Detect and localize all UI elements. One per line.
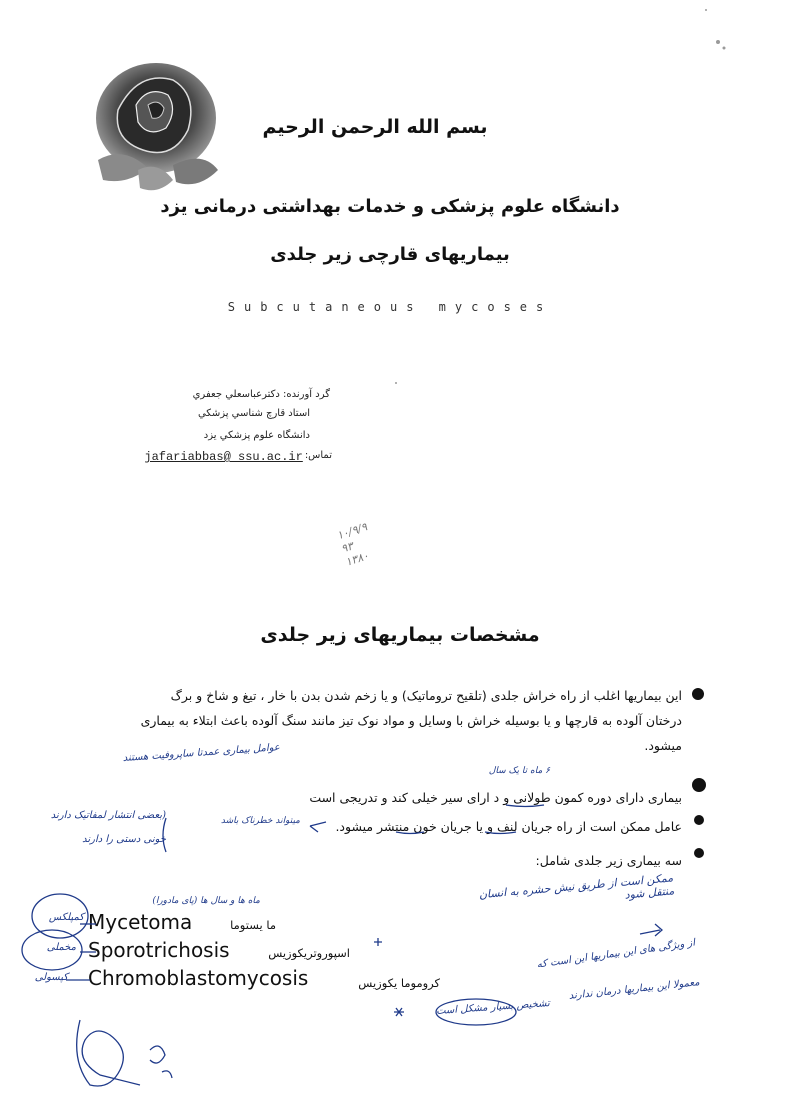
signature-initials (150, 1046, 172, 1078)
underline-long-incubation (506, 805, 544, 807)
latin-title: Subcutaneous mycoses (227, 300, 553, 314)
handwritten-note-no-treatment: معمولا این بیماریها درمان ندارند (568, 977, 701, 1002)
brace-bullet-3 (163, 818, 166, 852)
signature-scribble (77, 1020, 140, 1086)
bullet-4-text: سه بیماری زیر جلدی شامل: (535, 853, 682, 868)
disease-persian-mycetoma: ما يستوما (230, 918, 276, 932)
disease-latin-mycetoma: Mycetoma (88, 910, 193, 934)
handwritten-note-features: از ویژگی های این بیماریها این است که (536, 937, 696, 971)
bullet-2-text: بیماری دارای دوره کمون طولانی و د ارای سیر خیلی کند و تدریجی است (309, 790, 682, 805)
author-compiler: گرد آورنده: دكترعباسعلي جعفري (192, 389, 330, 400)
arrow-bullet-3 (310, 822, 326, 832)
university-name: دانشگاه علوم پزشکی و خدمات بهداشتی درمانی یزد (160, 196, 620, 217)
document-title: بیماریهای قارچی زیر جلدی (270, 244, 510, 265)
pencil-line-1: ۱۰/۹/۹ (335, 520, 369, 543)
handwritten-note-insect: ممکن است از طریق نیش حشره به انسان منتقل شود (478, 871, 675, 902)
speck-mark (716, 40, 720, 44)
handwritten-side-note-2: مخملی (46, 942, 76, 953)
handwritten-note-madura: ماه ها و سال ها (پای مادورا) (152, 896, 260, 906)
section-title: مشخصات بیماریهای زیر جلدی (260, 624, 540, 646)
speck-mark (723, 47, 726, 50)
speck-mark (705, 9, 707, 11)
pencil-line-3: ۱۳۸۰ (343, 549, 371, 569)
bullet-1-line-3: میشود. (644, 738, 682, 753)
bullet-3-text: عامل ممکن است از راه جریان لنف و یا جریان خون منتشر میشود. (335, 819, 682, 834)
handwritten-note-diagnosis: تشخیص بسیار مشکل است (435, 998, 551, 1018)
handwritten-note-lymph-2: خونی دستی را دارند (82, 834, 166, 845)
author-affiliation: دانشگاه علوم پزشكي يزد (203, 430, 310, 441)
handwritten-side-note-3: کپسولی (34, 972, 68, 983)
disease-persian-sporotrichosis: اسپوروتريكوزيس (268, 946, 350, 960)
underline-lymph (485, 832, 516, 834)
disease-persian-chromoblastomycosis: كروموما يكوزيس (358, 976, 440, 990)
star-mark (394, 1008, 404, 1016)
circle-side-2 (22, 930, 82, 970)
circle-diagnosis (436, 999, 516, 1025)
disease-latin-sporotrichosis: Sporotrichosis (88, 938, 230, 962)
speck-mark (395, 382, 397, 384)
email-link[interactable]: jafariabbas@ ssu.ac.ir (144, 450, 303, 464)
handwritten-note-dangerous: میتواند خطرناک باشد (220, 816, 300, 826)
handwritten-note-saprophyte: عوامل بیماری عمدتا ساپروفیت هستند (122, 742, 281, 765)
underline-blood (396, 832, 424, 834)
handwritten-note-incubation: ۶ ماه تا یک سال (488, 766, 550, 776)
handwritten-note-lymph-1: (بعضی انتشار لمفاتیک دارند (50, 810, 166, 821)
contact-label: تماس: (304, 450, 332, 461)
author-title: استاد قارچ شناسي پزشكي (197, 408, 310, 419)
handwritten-side-note-1: کمپلکس (48, 912, 84, 923)
bullet-1-line-1: این بیماریها اغلب از راه خراش جلدی (تلقیح تروماتیک) و یا زخم شدن بدن با خار ، تیغ و شاخ و برگ (170, 688, 682, 703)
pencil-line-2: ۹۳ (339, 539, 355, 556)
plus-mark (374, 938, 382, 946)
underline-insect (640, 924, 662, 936)
disease-latin-chromoblastomycosis: Chromoblastomycosis (88, 966, 309, 990)
bullet-1-line-2: درختان آلوده به قارچها و یا بوسیله خراش با وسایل و مواد نوک تیز مانند سنگ آلوده باعث ابتلاء به بیماری (140, 713, 682, 728)
bismillah-heading: بسم الله الرحمن الرحیم (262, 116, 488, 138)
